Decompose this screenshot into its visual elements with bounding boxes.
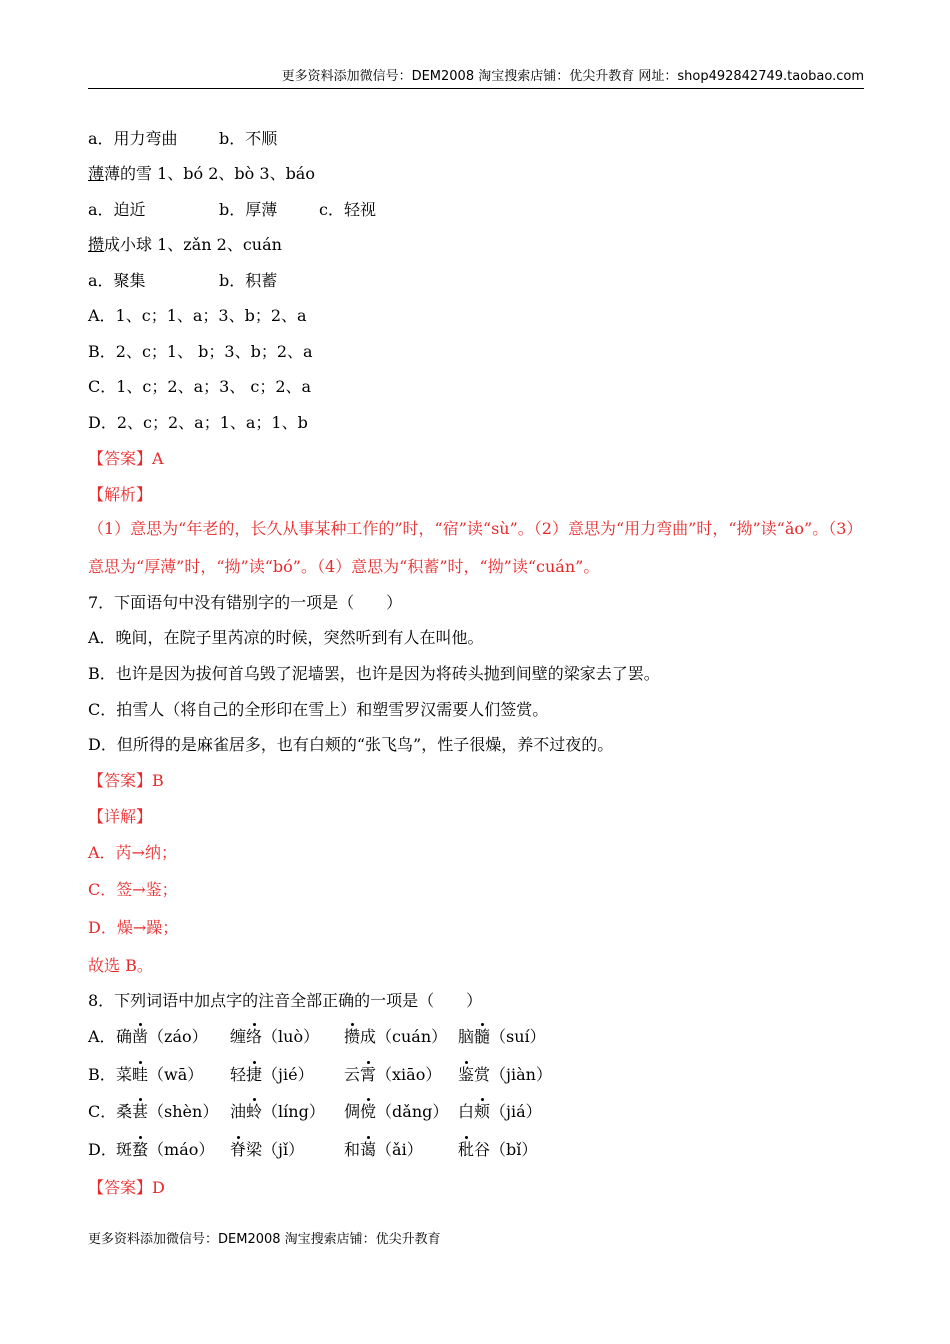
- q7-stem: 7．下面语句中没有错别字的一项是（ ）: [88, 593, 403, 612]
- pinyin: （cuán）: [376, 1027, 448, 1046]
- q8-word-item: [344, 1140, 423, 1160]
- q8-word-item: [458, 1065, 552, 1085]
- dotted-char: 攒: [344, 1027, 361, 1046]
- page-footer: 更多资料添加微信号：DEM2008 淘宝搜索店铺：优尖升教育: [88, 1232, 441, 1247]
- q8-word-item: [230, 1027, 319, 1047]
- q7-option-c: C．拍雪人（将自己的全形印在雪上）和塑雪罗汉需要人们签赏。: [88, 700, 549, 719]
- q8-word-item: [116, 1140, 214, 1160]
- pinyin: （ǎi）: [376, 1140, 423, 1159]
- word-char: 成: [360, 1027, 377, 1046]
- underlined-char: 薄: [88, 164, 105, 183]
- q8-stem: 8．下列词语中加点字的注音全部正确的一项是（ ）: [88, 991, 483, 1010]
- q6-answer: 【答案】A: [88, 449, 164, 468]
- q8-word-item: [116, 1027, 208, 1047]
- q8-word-item: [344, 1065, 441, 1085]
- word-char: 缠: [230, 1027, 247, 1046]
- pinyin: （jiá）: [490, 1102, 542, 1121]
- pinyin: （dǎng）: [376, 1102, 449, 1121]
- q8-word-item: [344, 1102, 448, 1122]
- q7-option-b: B．也许是因为拔何首乌毁了泥墙罢，也许是因为将砖头抛到间壁的梁家去了罢。: [88, 664, 660, 683]
- word-char: 和: [344, 1140, 361, 1159]
- option-label: A．: [88, 1027, 116, 1046]
- pinyin: （líng）: [262, 1102, 325, 1121]
- dotted-char: 葚: [132, 1102, 149, 1121]
- pinyin: （bǐ）: [490, 1140, 538, 1159]
- word-char: 脑: [458, 1027, 475, 1046]
- q6-analysis-text: （1）意思为“年老的，长久从事某种工作的”时，“宿”读“sù”。（2）意思为“用力弯曲”时，“拗”读“ǎo”。（3）意思为“厚薄”时，“拗”读“bó”。（4）意思为“积蓄”时，“拗”读“cuán”。: [88, 519, 863, 576]
- dotted-char: 傥: [360, 1102, 377, 1121]
- word-char: 赏: [474, 1065, 491, 1084]
- word-char: 油: [230, 1102, 247, 1121]
- pinyin: （jiàn）: [490, 1065, 552, 1084]
- pinyin: （shèn）: [148, 1102, 219, 1121]
- q7-option-d: D．但所得的是麻雀居多，也有白颊的“张飞鸟”，性子很燥，养不过夜的。: [88, 735, 614, 754]
- option-a: a．聚集: [88, 271, 146, 290]
- word-char: 云: [344, 1065, 361, 1084]
- word-char: 斑: [116, 1140, 133, 1159]
- dotted-char: 蝥: [132, 1140, 149, 1159]
- q7-fix-c: C．签→鉴；: [88, 880, 178, 899]
- option-b: b．厚薄: [219, 200, 278, 219]
- dotted-char: 蔼: [360, 1140, 377, 1159]
- pinyin: （jǐ）: [262, 1140, 305, 1159]
- q7-answer: 【答案】B: [88, 771, 164, 790]
- option-a: a．用力弯曲: [88, 129, 178, 148]
- pinyin: （luò）: [262, 1027, 320, 1046]
- dotted-char: 蛉: [246, 1102, 263, 1121]
- option-a: a．迫近: [88, 200, 146, 219]
- dotted-char: 捷: [246, 1065, 263, 1084]
- q6-choice-c: C．1、c；2、a；3、 c；2、a: [88, 377, 312, 396]
- word-char: 轻: [230, 1065, 247, 1084]
- page-header: 更多资料添加微信号：DEM2008 淘宝搜索店铺：优尖升教育 网址：shop492842749.taobao.com: [88, 68, 864, 89]
- q6-choice-d: D．2、c；2、a；1、a；1、b: [88, 413, 308, 432]
- q8-word-item: [230, 1140, 304, 1160]
- dotted-char: 颊: [474, 1102, 491, 1121]
- pinyin: （záo）: [148, 1027, 208, 1046]
- pinyin: （wā）: [148, 1065, 204, 1084]
- q7-detail-title: 【详解】: [88, 807, 153, 826]
- underlined-char: 攒: [88, 235, 105, 254]
- q8-word-item: [458, 1102, 542, 1122]
- q8-answer: 【答案】D: [88, 1178, 165, 1197]
- q6-analysis-title: 【解析】: [88, 485, 153, 504]
- item-text: 成小球 1、zǎn 2、cuán: [104, 235, 282, 254]
- q7-fix-a: A．芮→纳；: [88, 843, 177, 862]
- pinyin: （jié）: [262, 1065, 314, 1084]
- option-c: c．轻视: [319, 200, 376, 219]
- option-label: D．: [88, 1140, 117, 1159]
- q8-word-item: [458, 1027, 546, 1047]
- q8-word-item: [458, 1140, 537, 1160]
- word-char: 白: [458, 1102, 475, 1121]
- q6-choice-a: A．1、c；1、a；3、b；2、a: [88, 306, 307, 325]
- dotted-char: 凿: [132, 1027, 149, 1046]
- q8-word-item: [116, 1102, 218, 1122]
- q6-item-bao: [88, 164, 315, 184]
- q6-choice-b: B．2、c；1、 b；3、b；2、a: [88, 342, 313, 361]
- word-char: 桑: [116, 1102, 133, 1121]
- dotted-char: 脊: [230, 1140, 247, 1159]
- q7-fix-d: D．燥→躁；: [88, 918, 179, 937]
- word-char: 菜: [116, 1065, 133, 1084]
- q8-word-item: [344, 1027, 447, 1047]
- dotted-char: 鉴: [458, 1065, 475, 1084]
- pinyin: （xiāo）: [376, 1065, 442, 1084]
- q8-word-item: [230, 1102, 325, 1122]
- item-text: 薄的雪 1、bó 2、bò 3、báo: [104, 164, 315, 183]
- option-label: C．: [88, 1102, 117, 1121]
- word-char: 确: [116, 1027, 133, 1046]
- q6-item-zan: [88, 235, 282, 255]
- option-b: b．积蓄: [219, 271, 278, 290]
- dotted-char: 秕: [458, 1140, 475, 1159]
- word-char: 倜: [344, 1102, 361, 1121]
- q7-option-a: A．晚间，在院子里芮凉的时候，突然听到有人在叫他。: [88, 628, 484, 647]
- dotted-char: 畦: [132, 1065, 149, 1084]
- pinyin: （máo）: [148, 1140, 215, 1159]
- dotted-char: 髓: [474, 1027, 491, 1046]
- dotted-char: 霄: [360, 1065, 377, 1084]
- pinyin: （suí）: [490, 1027, 546, 1046]
- q8-word-item: [230, 1065, 314, 1085]
- word-char: 梁: [246, 1140, 263, 1159]
- q7-conclusion: 故选 B。: [88, 956, 153, 975]
- option-label: B．: [88, 1065, 116, 1084]
- dotted-char: 络: [246, 1027, 263, 1046]
- q8-word-item: [116, 1065, 203, 1085]
- word-char: 谷: [474, 1140, 491, 1159]
- option-b: b．不顺: [219, 129, 278, 148]
